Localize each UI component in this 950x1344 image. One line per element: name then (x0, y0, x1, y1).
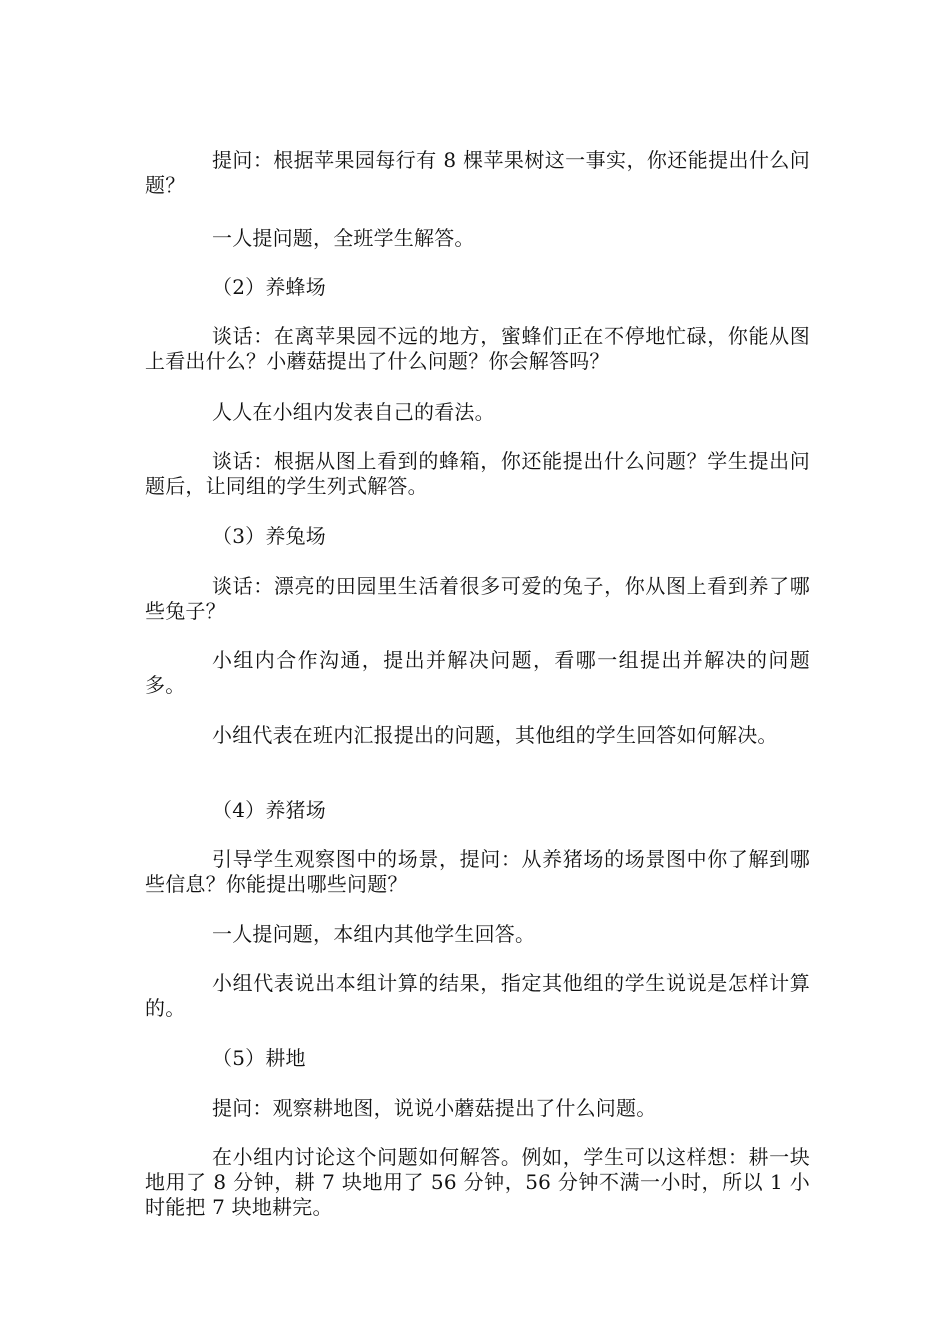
paragraph-observe-plowing: 提问：观察耕地图，说说小蘑菇提出了什么问题。 (212, 1096, 657, 1120)
section-heading-plowing: （5）耕地 (212, 1046, 306, 1070)
paragraph-class-answer: 一人提问题，全班学生解答。 (212, 226, 475, 250)
paragraph-group-opinions: 人人在小组内发表自己的看法。 (212, 400, 495, 424)
paragraph-group-report: 小组代表在班内汇报提出的问题，其他组的学生回答如何解决。 (212, 723, 778, 747)
section-heading-rabbit-farm: （3）养兔场 (212, 524, 326, 548)
paragraph-observe-pig-farm: 引导学生观察图中的场景，提问：从养猪场的场景图中你了解到哪些信息？你能提出哪些问题？ (145, 847, 810, 896)
paragraph-group-results: 小组代表说出本组计算的结果，指定其他组的学生说说是怎样计算的。 (145, 971, 810, 1020)
paragraph-plowing-solution: 在小组内讨论这个问题如何解答。例如，学生可以这样想：耕一块地用了 8 分钟，耕 7 块地用了 56 分钟，56 分钟不满一小时，所以 1 小时能把 7 块地耕完。 (145, 1145, 810, 1219)
paragraph-talk-bees: 谈话：在离苹果园不远的地方，蜜蜂们正在不停地忙碌，你能从图上看出什么？小蘑菇提出了什么问题？你会解答吗？ (145, 324, 810, 373)
section-heading-pig-farm: （4）养猪场 (212, 798, 326, 822)
paragraph-question-apple-orchard: 提问：根据苹果园每行有 8 棵苹果树这一事实，你还能提出什么问题？ (145, 148, 810, 197)
section-heading-bee-farm: （2）养蜂场 (212, 275, 326, 299)
paragraph-group-cooperation: 小组内合作沟通，提出并解决问题，看哪一组提出并解决的问题多。 (145, 648, 810, 697)
paragraph-talk-rabbits: 谈话：漂亮的田园里生活着很多可爱的兔子，你从图上看到养了哪些兔子？ (145, 574, 810, 623)
paragraph-talk-beehives: 谈话：根据从图上看到的蜂箱，你还能提出什么问题？学生提出问题后，让同组的学生列式解答。 (145, 449, 810, 498)
paragraph-group-answer: 一人提问题，本组内其他学生回答。 (212, 922, 536, 946)
